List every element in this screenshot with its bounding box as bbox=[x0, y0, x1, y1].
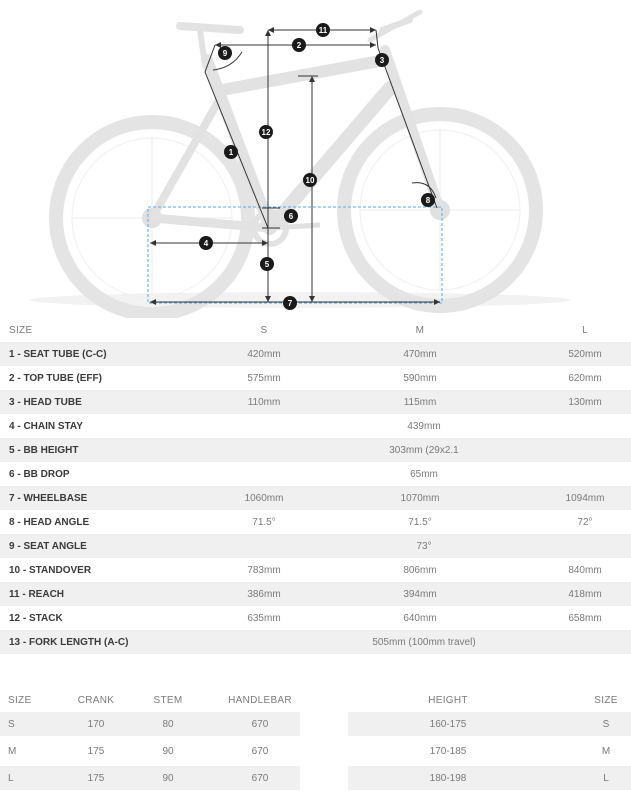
cell-handlebar: 670 bbox=[251, 718, 269, 730]
header-handlebar: HANDLEBAR bbox=[228, 694, 292, 706]
cell-size: S bbox=[8, 718, 15, 730]
geometry-row bbox=[0, 582, 631, 606]
header-l: L bbox=[582, 324, 588, 336]
geometry-row bbox=[0, 630, 631, 654]
rider-row bbox=[348, 712, 631, 736]
geometry-header-row bbox=[0, 318, 631, 342]
cell-size: M bbox=[601, 745, 611, 757]
cell-handlebar: 670 bbox=[251, 745, 269, 757]
geometry-row bbox=[0, 366, 631, 390]
value-s: 71.5° bbox=[252, 516, 276, 528]
svg-text:7: 7 bbox=[287, 299, 293, 308]
marker-12 bbox=[259, 125, 273, 139]
geometry-row bbox=[0, 462, 631, 486]
header-size: SIZE bbox=[594, 694, 618, 706]
row-label: 7 - WHEELBASE bbox=[9, 492, 88, 504]
header-size: SIZE bbox=[8, 694, 32, 706]
value-l: 520mm bbox=[568, 348, 602, 360]
component-table bbox=[0, 688, 300, 800]
geometry-row bbox=[0, 414, 631, 438]
cell-size: L bbox=[603, 772, 609, 784]
cell-height: 170-185 bbox=[429, 745, 467, 757]
cell-stem: 80 bbox=[162, 718, 174, 730]
header-m: M bbox=[415, 324, 425, 336]
value-all-sizes: 73° bbox=[416, 540, 432, 552]
row-label: 9 - SEAT ANGLE bbox=[9, 540, 87, 552]
cell-size: S bbox=[602, 718, 610, 730]
rider-header-row bbox=[348, 688, 631, 712]
svg-text:4: 4 bbox=[203, 239, 209, 248]
row-label: 4 - CHAIN STAY bbox=[9, 420, 83, 432]
value-s: 575mm bbox=[247, 372, 281, 384]
geometry-row bbox=[0, 558, 631, 582]
geometry-row bbox=[0, 342, 631, 366]
cell-crank: 175 bbox=[87, 772, 105, 784]
component-row bbox=[0, 766, 300, 790]
value-l: 1094mm bbox=[565, 492, 605, 504]
cell-height: 160-175 bbox=[429, 718, 467, 730]
cell-height: 180-198 bbox=[429, 772, 467, 784]
row-label: 1 - SEAT TUBE (C-C) bbox=[9, 348, 107, 360]
value-m: 590mm bbox=[403, 372, 437, 384]
value-m: 394mm bbox=[403, 588, 437, 600]
marker-2 bbox=[292, 38, 306, 52]
marker-5 bbox=[260, 257, 274, 271]
svg-text:6: 6 bbox=[288, 212, 294, 221]
value-s: 110mm bbox=[247, 396, 281, 408]
value-all-sizes: 439mm bbox=[407, 420, 441, 432]
marker-8 bbox=[421, 193, 435, 207]
svg-text:5: 5 bbox=[264, 260, 270, 269]
svg-text:2: 2 bbox=[296, 41, 302, 50]
row-label: 8 - HEAD ANGLE bbox=[9, 516, 90, 528]
row-label: 11 - REACH bbox=[9, 588, 65, 600]
marker-1 bbox=[224, 145, 238, 159]
value-s: 420mm bbox=[247, 348, 281, 360]
value-all-sizes: 65mm bbox=[410, 468, 438, 480]
cell-crank: 175 bbox=[87, 745, 105, 757]
value-l: 840mm bbox=[568, 564, 602, 576]
header-height: HEIGHT bbox=[428, 694, 468, 706]
svg-text:11: 11 bbox=[318, 26, 328, 35]
component-row bbox=[0, 739, 300, 763]
header-crank: CRANK bbox=[77, 694, 115, 706]
cell-size: L bbox=[8, 772, 14, 784]
svg-text:9: 9 bbox=[222, 49, 228, 58]
value-m: 470mm bbox=[403, 348, 437, 360]
row-label: 5 - BB HEIGHT bbox=[9, 444, 79, 456]
header-s: S bbox=[260, 324, 268, 336]
rider-row bbox=[348, 739, 631, 763]
value-l: 418mm bbox=[568, 588, 602, 600]
value-s: 635mm bbox=[247, 612, 281, 624]
svg-text:12: 12 bbox=[261, 128, 271, 137]
cell-crank: 170 bbox=[87, 718, 105, 730]
cell-stem: 90 bbox=[162, 745, 174, 757]
geometry-row bbox=[0, 486, 631, 510]
value-l: 130mm bbox=[568, 396, 602, 408]
bike-geometry-diagram bbox=[0, 0, 631, 318]
marker-4 bbox=[199, 236, 213, 250]
geometry-row bbox=[0, 438, 631, 462]
marker-11 bbox=[316, 23, 330, 37]
rider-height-table bbox=[348, 688, 631, 800]
marker-3 bbox=[375, 53, 389, 67]
value-all-sizes: 505mm (100mm travel) bbox=[372, 636, 476, 648]
row-label: 6 - BB DROP bbox=[9, 468, 70, 480]
row-label: 13 - FORK LENGTH (A-C) bbox=[9, 636, 129, 648]
row-label: 3 - HEAD TUBE bbox=[9, 396, 82, 408]
row-label: 10 - STANDOVER bbox=[9, 564, 92, 576]
value-m: 115mm bbox=[403, 396, 437, 408]
cell-size: M bbox=[8, 745, 17, 757]
marker-9 bbox=[218, 46, 232, 60]
value-l: 72° bbox=[577, 516, 593, 528]
row-label: 2 - TOP TUBE (EFF) bbox=[9, 372, 102, 384]
value-m: 1070mm bbox=[400, 492, 440, 504]
marker-7 bbox=[283, 296, 297, 310]
value-s: 783mm bbox=[247, 564, 281, 576]
value-s: 386mm bbox=[247, 588, 281, 600]
value-l: 620mm bbox=[568, 372, 602, 384]
svg-text:3: 3 bbox=[379, 56, 385, 65]
header-stem: STEM bbox=[153, 694, 183, 706]
geometry-row bbox=[0, 390, 631, 414]
header-size: SIZE bbox=[9, 324, 33, 336]
row-label: 12 - STACK bbox=[9, 612, 63, 624]
marker-6 bbox=[284, 209, 298, 223]
geometry-row bbox=[0, 606, 631, 630]
svg-text:8: 8 bbox=[425, 196, 431, 205]
value-l: 658mm bbox=[568, 612, 602, 624]
svg-text:10: 10 bbox=[305, 176, 315, 185]
value-m: 806mm bbox=[403, 564, 437, 576]
rider-row bbox=[348, 766, 631, 790]
value-s: 1060mm bbox=[244, 492, 284, 504]
cell-stem: 90 bbox=[162, 772, 174, 784]
component-header-row bbox=[0, 688, 300, 712]
svg-text:1: 1 bbox=[228, 148, 234, 157]
value-all-sizes: 303mm (29x2.1 bbox=[389, 444, 459, 456]
marker-10 bbox=[303, 173, 317, 187]
cell-handlebar: 670 bbox=[251, 772, 269, 784]
value-m: 71.5° bbox=[408, 516, 432, 528]
geometry-row bbox=[0, 534, 631, 558]
geometry-row bbox=[0, 510, 631, 534]
value-m: 640mm bbox=[403, 612, 437, 624]
component-row bbox=[0, 712, 300, 736]
